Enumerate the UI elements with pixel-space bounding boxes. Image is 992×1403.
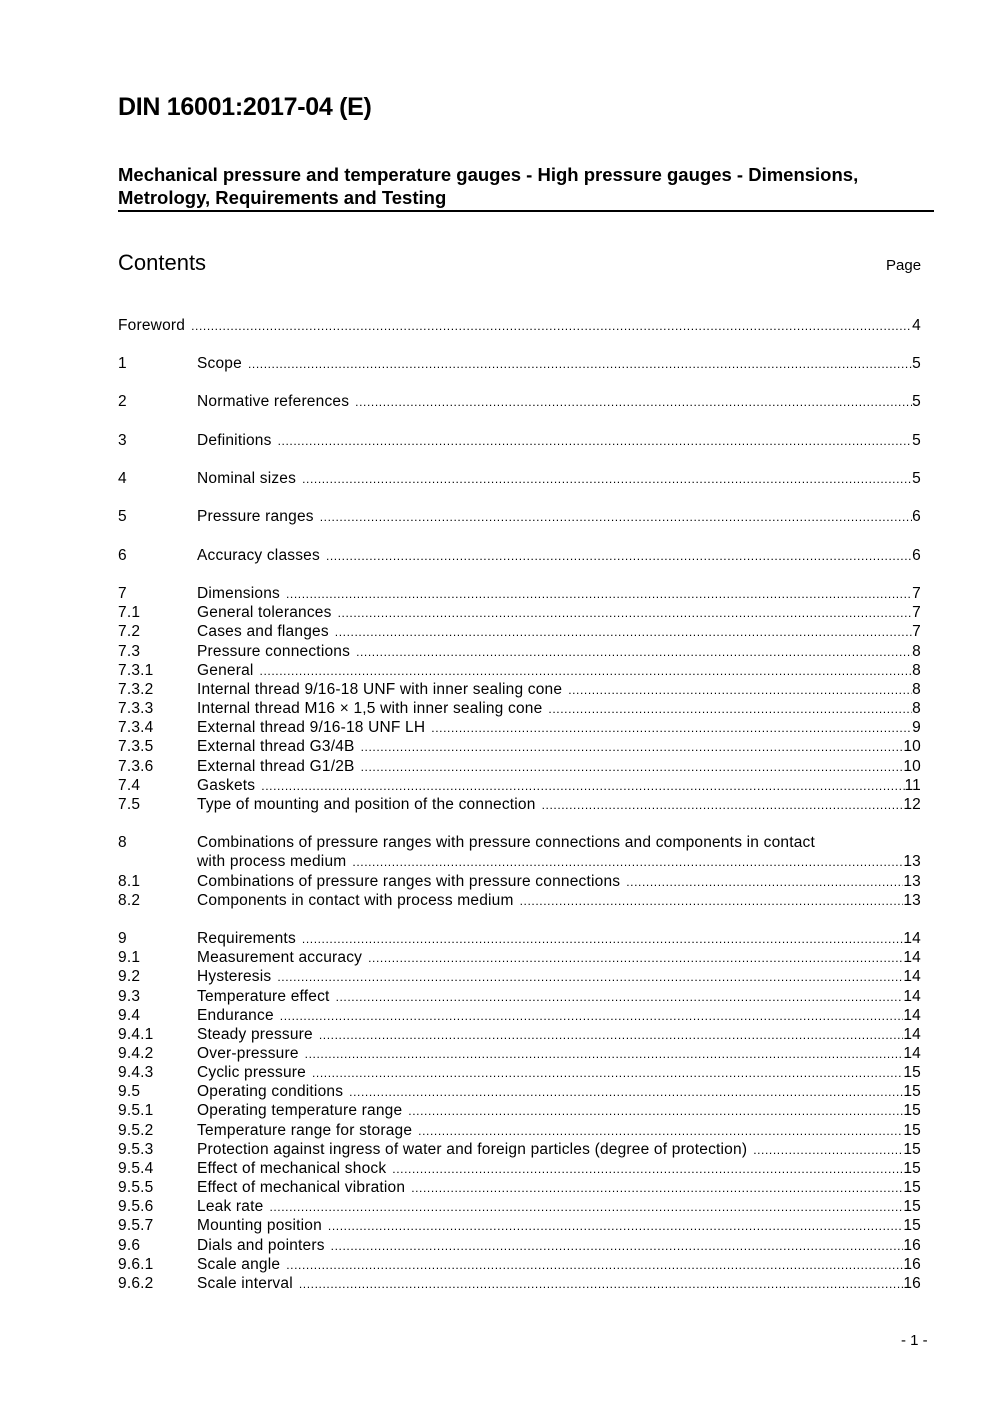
toc-entry-page: 10 — [903, 758, 921, 775]
dot-leader — [336, 988, 904, 1007]
toc-entry-number: 4 — [118, 470, 127, 487]
toc-entry-title: Temperature effect — [197, 988, 330, 1005]
page-number: - 1 - — [901, 1332, 928, 1349]
toc-entry-title: Normative references — [197, 393, 350, 410]
toc-entry[interactable] — [118, 1178, 921, 1198]
toc-entry-page: 14 — [903, 1007, 921, 1024]
toc-entry[interactable] — [118, 967, 921, 987]
toc-entry-page: 14 — [903, 988, 921, 1005]
dot-leader — [326, 547, 912, 566]
toc-entry-title: External thread G3/4B — [197, 738, 355, 755]
dot-leader — [411, 1179, 903, 1198]
toc-entry[interactable] — [118, 469, 921, 489]
dot-leader — [278, 432, 913, 451]
dot-leader — [352, 853, 903, 872]
toc-entry-number: 9.5.1 — [118, 1102, 154, 1119]
toc-entry-number: 7.2 — [118, 623, 141, 640]
toc-entry-title: Operating conditions — [197, 1083, 344, 1100]
toc-entry-number: 9.5.4 — [118, 1160, 154, 1177]
toc-entry-number: 7.3.4 — [118, 719, 154, 736]
dot-leader — [191, 317, 912, 336]
toc-entry-page: 14 — [903, 968, 921, 985]
toc-entry[interactable] — [118, 642, 921, 662]
dot-leader — [335, 623, 912, 642]
toc-entry-page: 14 — [903, 949, 921, 966]
toc-entry-title: with process medium — [197, 853, 347, 871]
toc-entry-title: General tolerances — [197, 604, 332, 621]
toc-entry[interactable] — [118, 680, 921, 700]
toc-entry-number: 7.3.5 — [118, 738, 154, 755]
toc-entry-page: 8 — [912, 700, 921, 717]
dot-leader — [260, 662, 913, 681]
toc-entry-page: 13 — [903, 873, 921, 890]
toc-entry[interactable] — [118, 1159, 921, 1179]
toc-entry-number: 3 — [118, 432, 127, 449]
dot-leader — [626, 873, 903, 892]
toc-entry[interactable] — [118, 1101, 921, 1121]
toc-entry-title: Accuracy classes — [197, 547, 320, 564]
toc-entry-title: Scale angle — [197, 1256, 281, 1273]
dot-leader — [542, 796, 904, 815]
toc-entry-title: Internal thread 9/16-18 UNF with inner sealing cone — [197, 681, 563, 698]
toc-entry[interactable] — [118, 431, 921, 451]
toc-entry-page: 13 — [903, 853, 921, 871]
toc-entry-title: Effect of mechanical shock — [197, 1160, 387, 1177]
toc-entry-page: 5 — [912, 432, 921, 449]
toc-entry-title: Scope — [197, 355, 242, 372]
toc-entry-number: 6 — [118, 547, 127, 564]
toc-entry-title: Definitions — [197, 432, 272, 449]
dot-leader — [548, 700, 912, 719]
toc-entry-page: 11 — [904, 777, 921, 794]
toc-entry-page: 6 — [912, 547, 921, 564]
toc-entry-number: 7.3 — [118, 643, 141, 660]
toc-entry[interactable] — [118, 546, 921, 566]
toc-entry[interactable] — [118, 584, 921, 604]
toc-entry-page: 14 — [903, 1026, 921, 1043]
toc-entry-number: 9.5 — [118, 1083, 141, 1100]
toc-entry-number: 9.6.2 — [118, 1275, 154, 1292]
dot-leader — [356, 643, 912, 662]
toc-entry-title: Requirements — [197, 930, 296, 947]
toc-entry-title: Leak rate — [197, 1198, 264, 1215]
toc-entry-page: 10 — [903, 738, 921, 755]
toc-entry[interactable] — [118, 622, 921, 642]
toc-entry-title: Protection against ingress of water and foreign particles (degree of protection) — [197, 1141, 748, 1158]
toc-entry-number: 9.6.1 — [118, 1256, 154, 1273]
dot-leader — [338, 604, 913, 623]
toc-entry-number: 7.3.1 — [118, 662, 154, 679]
toc-entry[interactable] — [118, 987, 921, 1007]
toc-entry-title: Temperature range for storage — [197, 1122, 413, 1139]
dot-leader — [361, 738, 904, 757]
toc-entry-page: 7 — [912, 623, 921, 640]
toc-entry[interactable] — [118, 1044, 921, 1064]
dot-leader — [355, 393, 912, 412]
toc-entry-title: Measurement accuracy — [197, 949, 363, 966]
toc-entry-title: Cases and flanges — [197, 623, 329, 640]
toc-entry-page: 15 — [903, 1122, 921, 1139]
toc-entry-title: Cyclic pressure — [197, 1064, 306, 1081]
dot-leader — [299, 1275, 903, 1294]
toc-entry-page: 15 — [903, 1179, 921, 1196]
document-title: DIN 16001:2017-04 (E) — [118, 93, 372, 121]
toc-entry-page: 14 — [903, 1045, 921, 1062]
toc-entry[interactable] — [118, 929, 921, 949]
toc-entry[interactable] — [118, 718, 921, 738]
toc-entry-title: External thread 9/16-18 UNF LH — [197, 719, 426, 736]
dot-leader — [261, 777, 904, 796]
toc-entry-title: Effect of mechanical vibration — [197, 1179, 406, 1196]
toc-entry-number: 5 — [118, 508, 127, 525]
dot-leader — [312, 1064, 903, 1083]
dot-leader — [431, 719, 912, 738]
toc-entry[interactable] — [118, 1025, 921, 1045]
dot-leader — [568, 681, 912, 700]
toc-entry[interactable] — [118, 872, 921, 892]
dot-leader — [248, 355, 912, 374]
toc-entry-page: 15 — [903, 1064, 921, 1081]
toc-entry-title: Combinations of pressure ranges with pressure connections — [197, 873, 621, 890]
toc-entry[interactable] — [118, 776, 921, 796]
toc-entry-title: General — [197, 662, 254, 679]
toc-entry-number: 9.4.2 — [118, 1045, 154, 1062]
toc-entry-number: 7 — [118, 585, 127, 602]
toc-entry[interactable] — [118, 1082, 921, 1102]
toc-entry-title: Endurance — [197, 1007, 274, 1024]
toc-entry[interactable] — [118, 1255, 921, 1275]
toc-entry-page: 15 — [903, 1083, 921, 1100]
toc-entry-number: 9.5.3 — [118, 1141, 154, 1158]
toc-entry-title: Pressure ranges — [197, 508, 314, 525]
toc-entry-number: 7.3.2 — [118, 681, 154, 698]
dot-leader — [349, 1083, 903, 1102]
toc-entry-title: Foreword — [118, 317, 186, 334]
toc-entry-page: 7 — [912, 604, 921, 621]
toc-entry-title: Hysteresis — [197, 968, 272, 985]
dot-leader — [286, 585, 912, 604]
dot-leader — [320, 508, 912, 527]
toc-entry-number: 9.3 — [118, 988, 141, 1005]
toc-entry-page: 8 — [912, 662, 921, 679]
toc-entry[interactable] — [118, 699, 921, 719]
toc-entry-number: 9.5.5 — [118, 1179, 154, 1196]
toc-entry[interactable] — [118, 1216, 921, 1236]
toc-entry-number: 1 — [118, 355, 127, 372]
toc-entry-number: 9.5.2 — [118, 1122, 154, 1139]
toc-entry-page: 5 — [912, 355, 921, 372]
toc-entry[interactable] — [118, 833, 921, 873]
toc-entry[interactable] — [118, 1274, 921, 1294]
toc-entry-number: 9.4.1 — [118, 1026, 154, 1043]
toc-entry-page: 15 — [903, 1217, 921, 1234]
toc-entry-number: 7.5 — [118, 796, 141, 813]
toc-entry-page: 13 — [903, 892, 921, 909]
toc-entry[interactable] — [118, 392, 921, 412]
toc-entry[interactable] — [118, 1197, 921, 1217]
toc-entry[interactable] — [118, 795, 921, 815]
dot-leader — [280, 1007, 904, 1026]
toc-entry-title: Over-pressure — [197, 1045, 299, 1062]
toc-entry-number: 7.3.3 — [118, 700, 154, 717]
toc-entry[interactable] — [118, 737, 921, 757]
dot-leader — [277, 968, 903, 987]
toc-entry[interactable] — [118, 354, 921, 374]
page-column-label: Page — [886, 257, 922, 274]
toc-entry-number: 7.1 — [118, 604, 141, 621]
toc-entry-page: 15 — [903, 1141, 921, 1158]
dot-leader — [302, 930, 903, 949]
dot-leader — [368, 949, 903, 968]
toc-entry[interactable] — [118, 757, 921, 777]
dot-leader — [520, 892, 904, 911]
toc-entry-number: 2 — [118, 393, 127, 410]
toc-entry-number: 9 — [118, 930, 127, 947]
toc-entry-title: Gaskets — [197, 777, 256, 794]
toc-entry-number: 8.2 — [118, 892, 141, 909]
toc-entry-page: 5 — [912, 470, 921, 487]
toc-entry-title: Nominal sizes — [197, 470, 297, 487]
dot-leader — [331, 1237, 904, 1256]
toc-entry-page: 4 — [912, 317, 921, 334]
toc-entry-page: 6 — [912, 508, 921, 525]
toc-entry-number: 9.4.3 — [118, 1064, 154, 1081]
toc-entry-number: 7.3.6 — [118, 758, 154, 775]
toc-entry[interactable] — [118, 661, 921, 681]
toc-entry-title: Components in contact with process medium — [197, 892, 514, 909]
toc-entry-title: Scale interval — [197, 1275, 293, 1292]
toc-entry-page: 15 — [903, 1102, 921, 1119]
toc-entry[interactable] — [118, 1006, 921, 1026]
contents-heading: Contents — [118, 250, 207, 275]
dot-leader — [328, 1217, 903, 1236]
toc-entry[interactable] — [118, 891, 921, 911]
dot-leader — [408, 1102, 903, 1121]
toc-entry[interactable] — [118, 1236, 921, 1256]
toc-entry-title: Dimensions — [197, 585, 280, 602]
dot-leader — [286, 1256, 903, 1275]
dot-leader — [392, 1160, 903, 1179]
toc-entry-page: 7 — [912, 585, 921, 602]
toc-entry-page: 9 — [912, 719, 921, 736]
toc-entry-page: 16 — [903, 1256, 921, 1273]
toc-entry-number: 7.4 — [118, 777, 141, 794]
toc-entry-number: 9.6 — [118, 1237, 141, 1254]
toc-entry-title: Operating temperature range — [197, 1102, 403, 1119]
dot-leader — [753, 1141, 903, 1160]
toc-entry-number: 9.4 — [118, 1007, 141, 1024]
toc-entry-number: 8.1 — [118, 873, 141, 890]
toc-entry-page: 16 — [903, 1275, 921, 1292]
dot-leader — [418, 1122, 903, 1141]
toc-entry-title-first-line: Combinations of pressure ranges with pressure connections and components in contact — [197, 834, 815, 851]
toc-entry-page: 8 — [912, 643, 921, 660]
toc-entry[interactable] — [118, 603, 921, 623]
dot-leader — [319, 1026, 903, 1045]
toc-entry-title: External thread G1/2B — [197, 758, 355, 775]
toc-entry-number: 9.1 — [118, 949, 141, 966]
toc-entry-page: 12 — [903, 796, 921, 813]
toc-entry-title: Type of mounting and position of the connection — [197, 796, 536, 813]
dot-leader — [361, 758, 904, 777]
dot-leader — [302, 470, 912, 489]
toc-entry-title: Steady pressure — [197, 1026, 313, 1043]
document-subtitle: Mechanical pressure and temperature gauges - High pressure gauges - Dimensions, Metrology, Requirements and Testing — [118, 164, 859, 208]
toc-entry-number: 9.5.7 — [118, 1217, 154, 1234]
toc-entry[interactable] — [118, 1063, 921, 1083]
dot-leader — [269, 1198, 903, 1217]
toc-entry[interactable] — [118, 316, 921, 336]
toc-entry-number: 9.2 — [118, 968, 141, 985]
toc-entry[interactable] — [118, 1121, 921, 1141]
toc-entry-number: 8 — [118, 834, 127, 851]
toc-entry[interactable] — [118, 948, 921, 968]
dot-leader — [305, 1045, 904, 1064]
toc-entry-number: 9.5.6 — [118, 1198, 154, 1215]
toc-entry-title: Internal thread M16 × 1,5 with inner sealing cone — [197, 700, 543, 717]
toc-entry-page: 5 — [912, 393, 921, 410]
toc-entry-title: Dials and pointers — [197, 1237, 325, 1254]
toc-entry-title: Pressure connections — [197, 643, 351, 660]
toc-entry-page: 14 — [903, 930, 921, 947]
toc-entry-page: 15 — [903, 1160, 921, 1177]
toc-entry[interactable] — [118, 507, 921, 527]
toc-entry[interactable] — [118, 1140, 921, 1160]
toc-entry-title: Mounting position — [197, 1217, 322, 1234]
toc-entry-page: 8 — [912, 681, 921, 698]
toc-entry-page: 16 — [903, 1237, 921, 1254]
toc-entry-page: 15 — [903, 1198, 921, 1215]
